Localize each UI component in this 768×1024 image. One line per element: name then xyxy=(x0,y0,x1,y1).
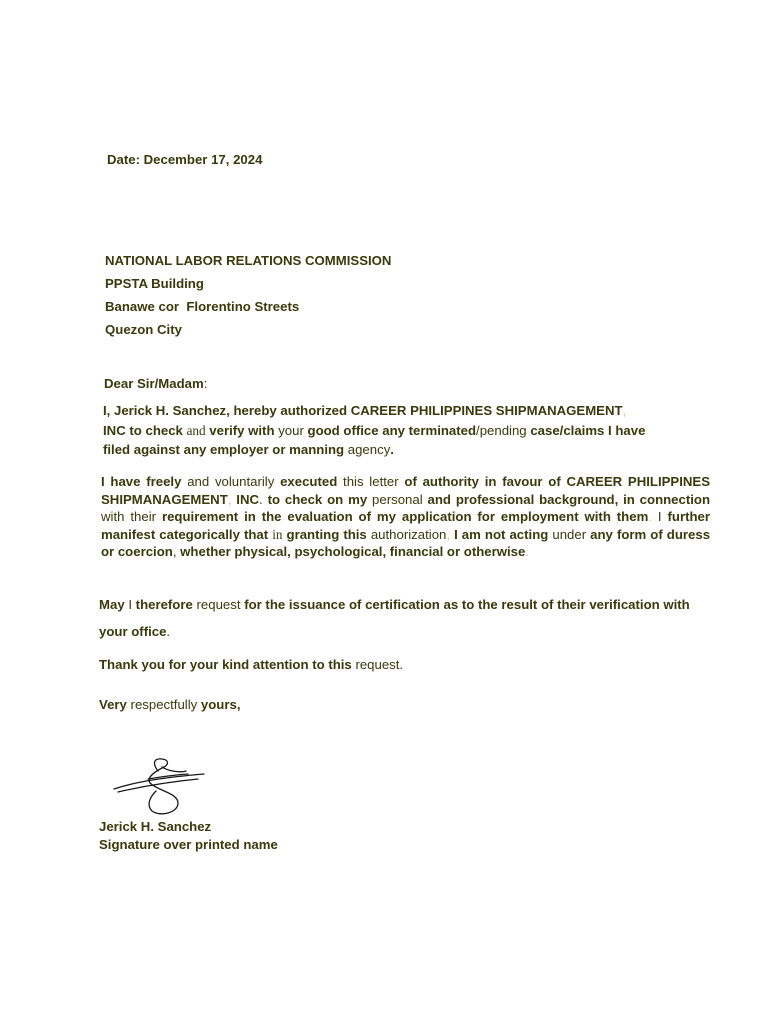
letter-date: Date: December 17, 2024 xyxy=(107,152,263,167)
recipient-address xyxy=(105,249,391,341)
handwritten-signature xyxy=(108,755,210,817)
recipient-city: Quezon City xyxy=(105,322,182,337)
signer-name: Jerick H. Sanchez xyxy=(99,819,212,834)
signer-block xyxy=(99,818,278,853)
recipient-street: Banawe cor Florentino Streets xyxy=(105,299,300,314)
voluntary-execution-paragraph: I have freely and voluntarily executed this letter of authority in favour of CAREER PHILIPPINES SHIPMANAGEMENT, INC. to check on my personal and professional background, in connection with their requirement in the evaluation of my application for employment with them. I further manifest categorically that in granting this authorization, I am not acting under any form of duress or coercion, whether physical, psychological, financial or otherwise. xyxy=(101,474,711,560)
authorization-paragraph: I, Jerick H. Sanchez, hereby authorized CAREER PHILIPPINES SHIPMANAGEMENT, INC to check and verify with your good office any terminated/pending case/claims I have filed against any employer or manning agency. xyxy=(103,403,646,457)
complimentary-close: Very respectfully yours, xyxy=(99,697,241,712)
salutation: Dear Sir/Madam: xyxy=(104,376,208,391)
recipient-building: PPSTA Building xyxy=(105,276,204,291)
recipient-organization: NATIONAL LABOR RELATIONS COMMISSION xyxy=(105,253,392,268)
certification-request-paragraph: May I therefore request for the issuance of certification as to the result of their verification with your office. xyxy=(99,597,690,639)
signature-caption: Signature over printed name xyxy=(99,836,278,852)
thank-you-line: Thank you for your kind attention to this request. xyxy=(99,657,404,672)
